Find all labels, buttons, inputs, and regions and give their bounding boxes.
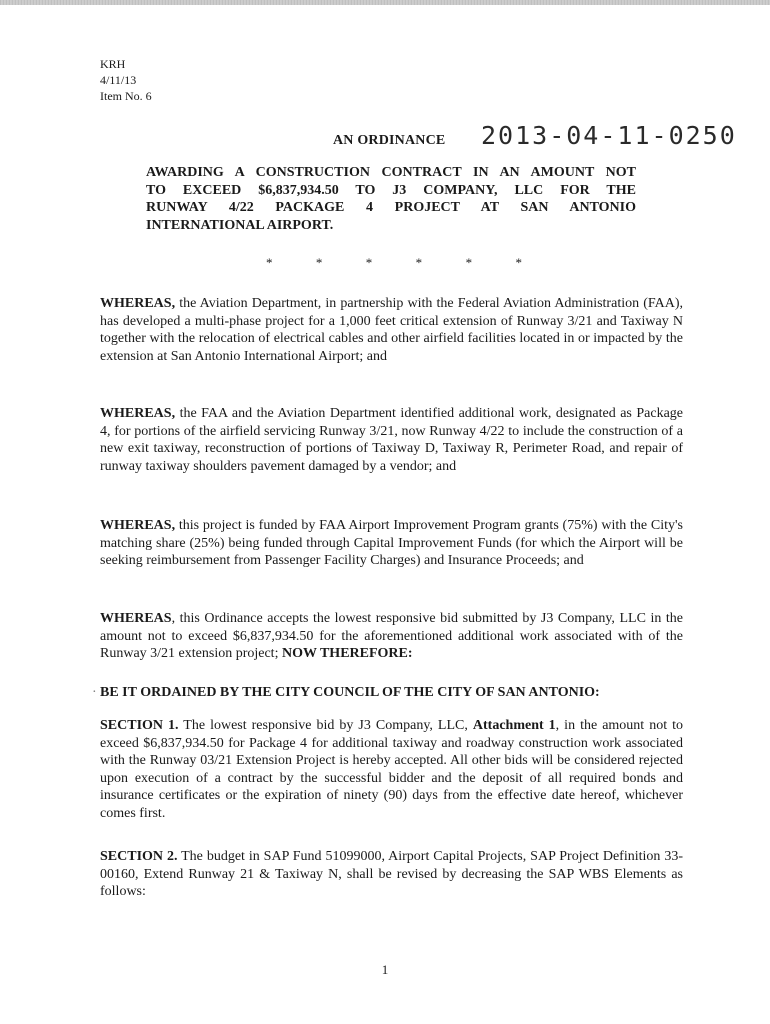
item-number: Item No. 6 (100, 89, 152, 103)
section-text: The lowest responsive bid by J3 Company, LLC, (178, 718, 473, 733)
section-1 (100, 717, 683, 823)
whereas-lead: WHEREAS, (100, 518, 176, 533)
asterisk: * (365, 255, 373, 270)
asterisk: * (315, 255, 323, 270)
paragraph-text: the Aviation Department, in partnership with the Federal Aviation Administration (FAA), has developed a multi-phase project for a 1,000 feet critical extension of Runway 3/21 and Taxiway N together with the relocation of electrical cables and other airfield facilities located in or impacted by the extension at San Antonio International Airport; and (100, 296, 683, 364)
whereas-paragraph (100, 405, 683, 475)
whereas-lead: WHEREAS (100, 611, 172, 626)
asterisk: * (515, 255, 522, 270)
page-number: 1 (381, 962, 389, 977)
asterisk: * (266, 255, 273, 270)
section-heading: SECTION 2. (100, 849, 178, 864)
section-2 (100, 848, 683, 901)
ordinance-number-stamp: 2013-04-11-0250 (481, 121, 737, 150)
author-initials: KRH (100, 57, 126, 71)
whereas-paragraph (100, 517, 683, 570)
ordaining-text: BE IT ORDAINED BY THE CITY COUNCIL OF THE CITY OF SAN ANTONIO: (100, 685, 600, 700)
paragraph-text: the FAA and the Aviation Department identified additional work, designated as Package 4, for portions of the airfield servicing Runway 3/21, now Runway 4/22 to include the construction of a new exit taxiway, reconstruction of portions of Taxiway D, Taxiway R, Perimeter Road, and repair of runway taxiway shoulders pavement damaged by a vendor; and (100, 406, 683, 474)
paragraph-text: , this Ordinance accepts the lowest responsive bid submitted by J3 Company, LLC in the amount not to exceed $6,837,934.50 for the aforementioned additional work associated with of the Runway 3/21 extension project; (100, 611, 683, 662)
section-heading: SECTION 1. (100, 718, 179, 733)
asterisk-separator (266, 255, 522, 271)
section-text: , in the amount not to exceed $6,837,934.50 for Package 4 for additional taxiway and roadway construction work associated with the Runway 03/21 Extension Project is hereby accepted. All other bids will be considered rejected upon execution of a contract by the successful bidder and the deposit of all required bonds and insurance certificates or the expiration of ninety (90) days from the effective date hereof, whichever comes first. (100, 718, 683, 821)
ordaining-clause (92, 685, 683, 701)
attachment-reference: Attachment 1 (472, 718, 556, 733)
scan-mark: · (92, 685, 97, 700)
asterisk: * (415, 255, 423, 270)
now-therefore: NOW THEREFORE: (281, 646, 413, 662)
caption-line: INTERNATIONAL AIRPORT. (146, 217, 334, 233)
document-header (100, 56, 152, 104)
whereas-paragraph (100, 610, 683, 663)
section-text: The budget in SAP Fund 51099000, Airport Capital Projects, SAP Project Definition 33-00160, Extend Runway 21 & Taxiway N, shall be revised by decreasing the SAP WBS Elements as follows: (100, 849, 683, 900)
caption-line: RUNWAY 4/22 PACKAGE 4 PROJECT AT SAN ANTONIO (146, 200, 636, 216)
whereas-paragraph (100, 295, 683, 365)
paragraph-text: this project is funded by FAA Airport Improvement Program grants (75%) with the City's matching share (25%) being funded through Capital Improvement Funds (for which the Airport will be seeking reimbursement from Passenger Facility Charges) and Insurance Proceeds; and (100, 518, 683, 569)
caption-line: TO EXCEED $6,837,934.50 TO J3 COMPANY, LLC FOR THE (146, 182, 636, 198)
ordinance-caption (146, 164, 636, 234)
caption-line: AWARDING A CONSTRUCTION CONTRACT IN AN AMOUNT NOT (146, 165, 636, 180)
whereas-lead: WHEREAS, (100, 296, 176, 311)
document-date: 4/11/13 (100, 73, 137, 87)
ordinance-label: AN ORDINANCE (333, 133, 446, 148)
asterisk: * (465, 255, 473, 270)
whereas-lead: WHEREAS, (100, 406, 176, 421)
scan-edge (0, 0, 770, 5)
